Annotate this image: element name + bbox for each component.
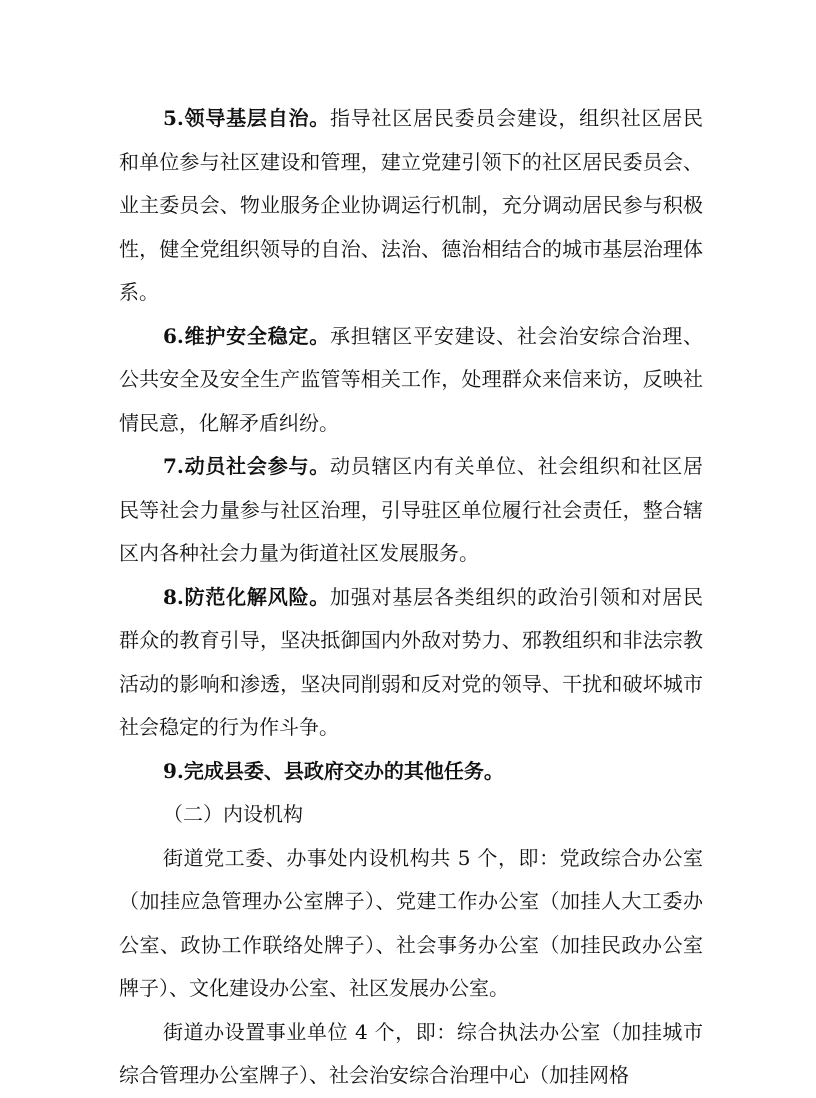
paragraph-item-6 [119, 315, 703, 446]
item-7-lead: 7.动员社会参与。 [163, 454, 330, 478]
section-heading: （二）内设机构 [163, 802, 303, 826]
paragraph-item-5 [119, 97, 703, 315]
item-9-heading: 9.完成县委、县政府交办的其他任务。 [163, 758, 504, 783]
item-5-body: 指导社区居民委员会建设，组织社区居民和单位参与社区建设和管理，建立党建引领下的社区居民委员会、业主委员会、物业服务企业协调运行机制，充分调动居民参与积极性，健全党组织领导的自治、法治、德治相结合的城市基层治理体系。 [119, 106, 703, 304]
paragraph-internal-agencies: 街道党工委、办事处内设机构共 5 个，即：党政综合办公室（加挂应急管理办公室牌子）、党建工作办公室（加挂人大工委办公室、政协工作联络处牌子）、社会事务办公室（加挂民政办公室牌子）、文化建设办公室、社区发展办公室。 [119, 845, 703, 1000]
paragraph-item-8 [119, 576, 703, 750]
item-6-lead: 6.维护安全稳定。 [163, 323, 330, 348]
item-8-lead: 8.防范化解风险。 [163, 584, 330, 609]
paragraph-item-7 [119, 445, 703, 576]
item-5-lead: 5.领导基层自治。 [163, 106, 330, 130]
document-body [119, 97, 703, 1098]
item-7-body: 动员辖区内有关单位、社会组织和社区居民等社会力量参与社区治理，引导驻区单位履行社会责任，整合辖区内各种社会力量为街道社区发展服务。 [119, 454, 703, 565]
paragraph-public-institutions: 街道办设置事业单位 4 个，即：综合执法办公室（加挂城市综合管理办公室牌子）、社会治安综合治理中心（加挂网格 [119, 1019, 703, 1087]
item-6-body: 承担辖区平安建设、社会治安综合治理、公共安全及安全生产监管等相关工作，处理群众来信来访，反映社情民意，化解矛盾纠纷。 [119, 323, 703, 435]
item-8-body: 加强对基层各类组织的政治引领和对居民群众的教育引导，坚决抵御国内外敌对势力、邪教组织和非法宗教活动的影响和渗透，坚决同削弱和反对党的领导、干扰和破坏城市社会稳定的行为作斗争。 [119, 584, 703, 739]
